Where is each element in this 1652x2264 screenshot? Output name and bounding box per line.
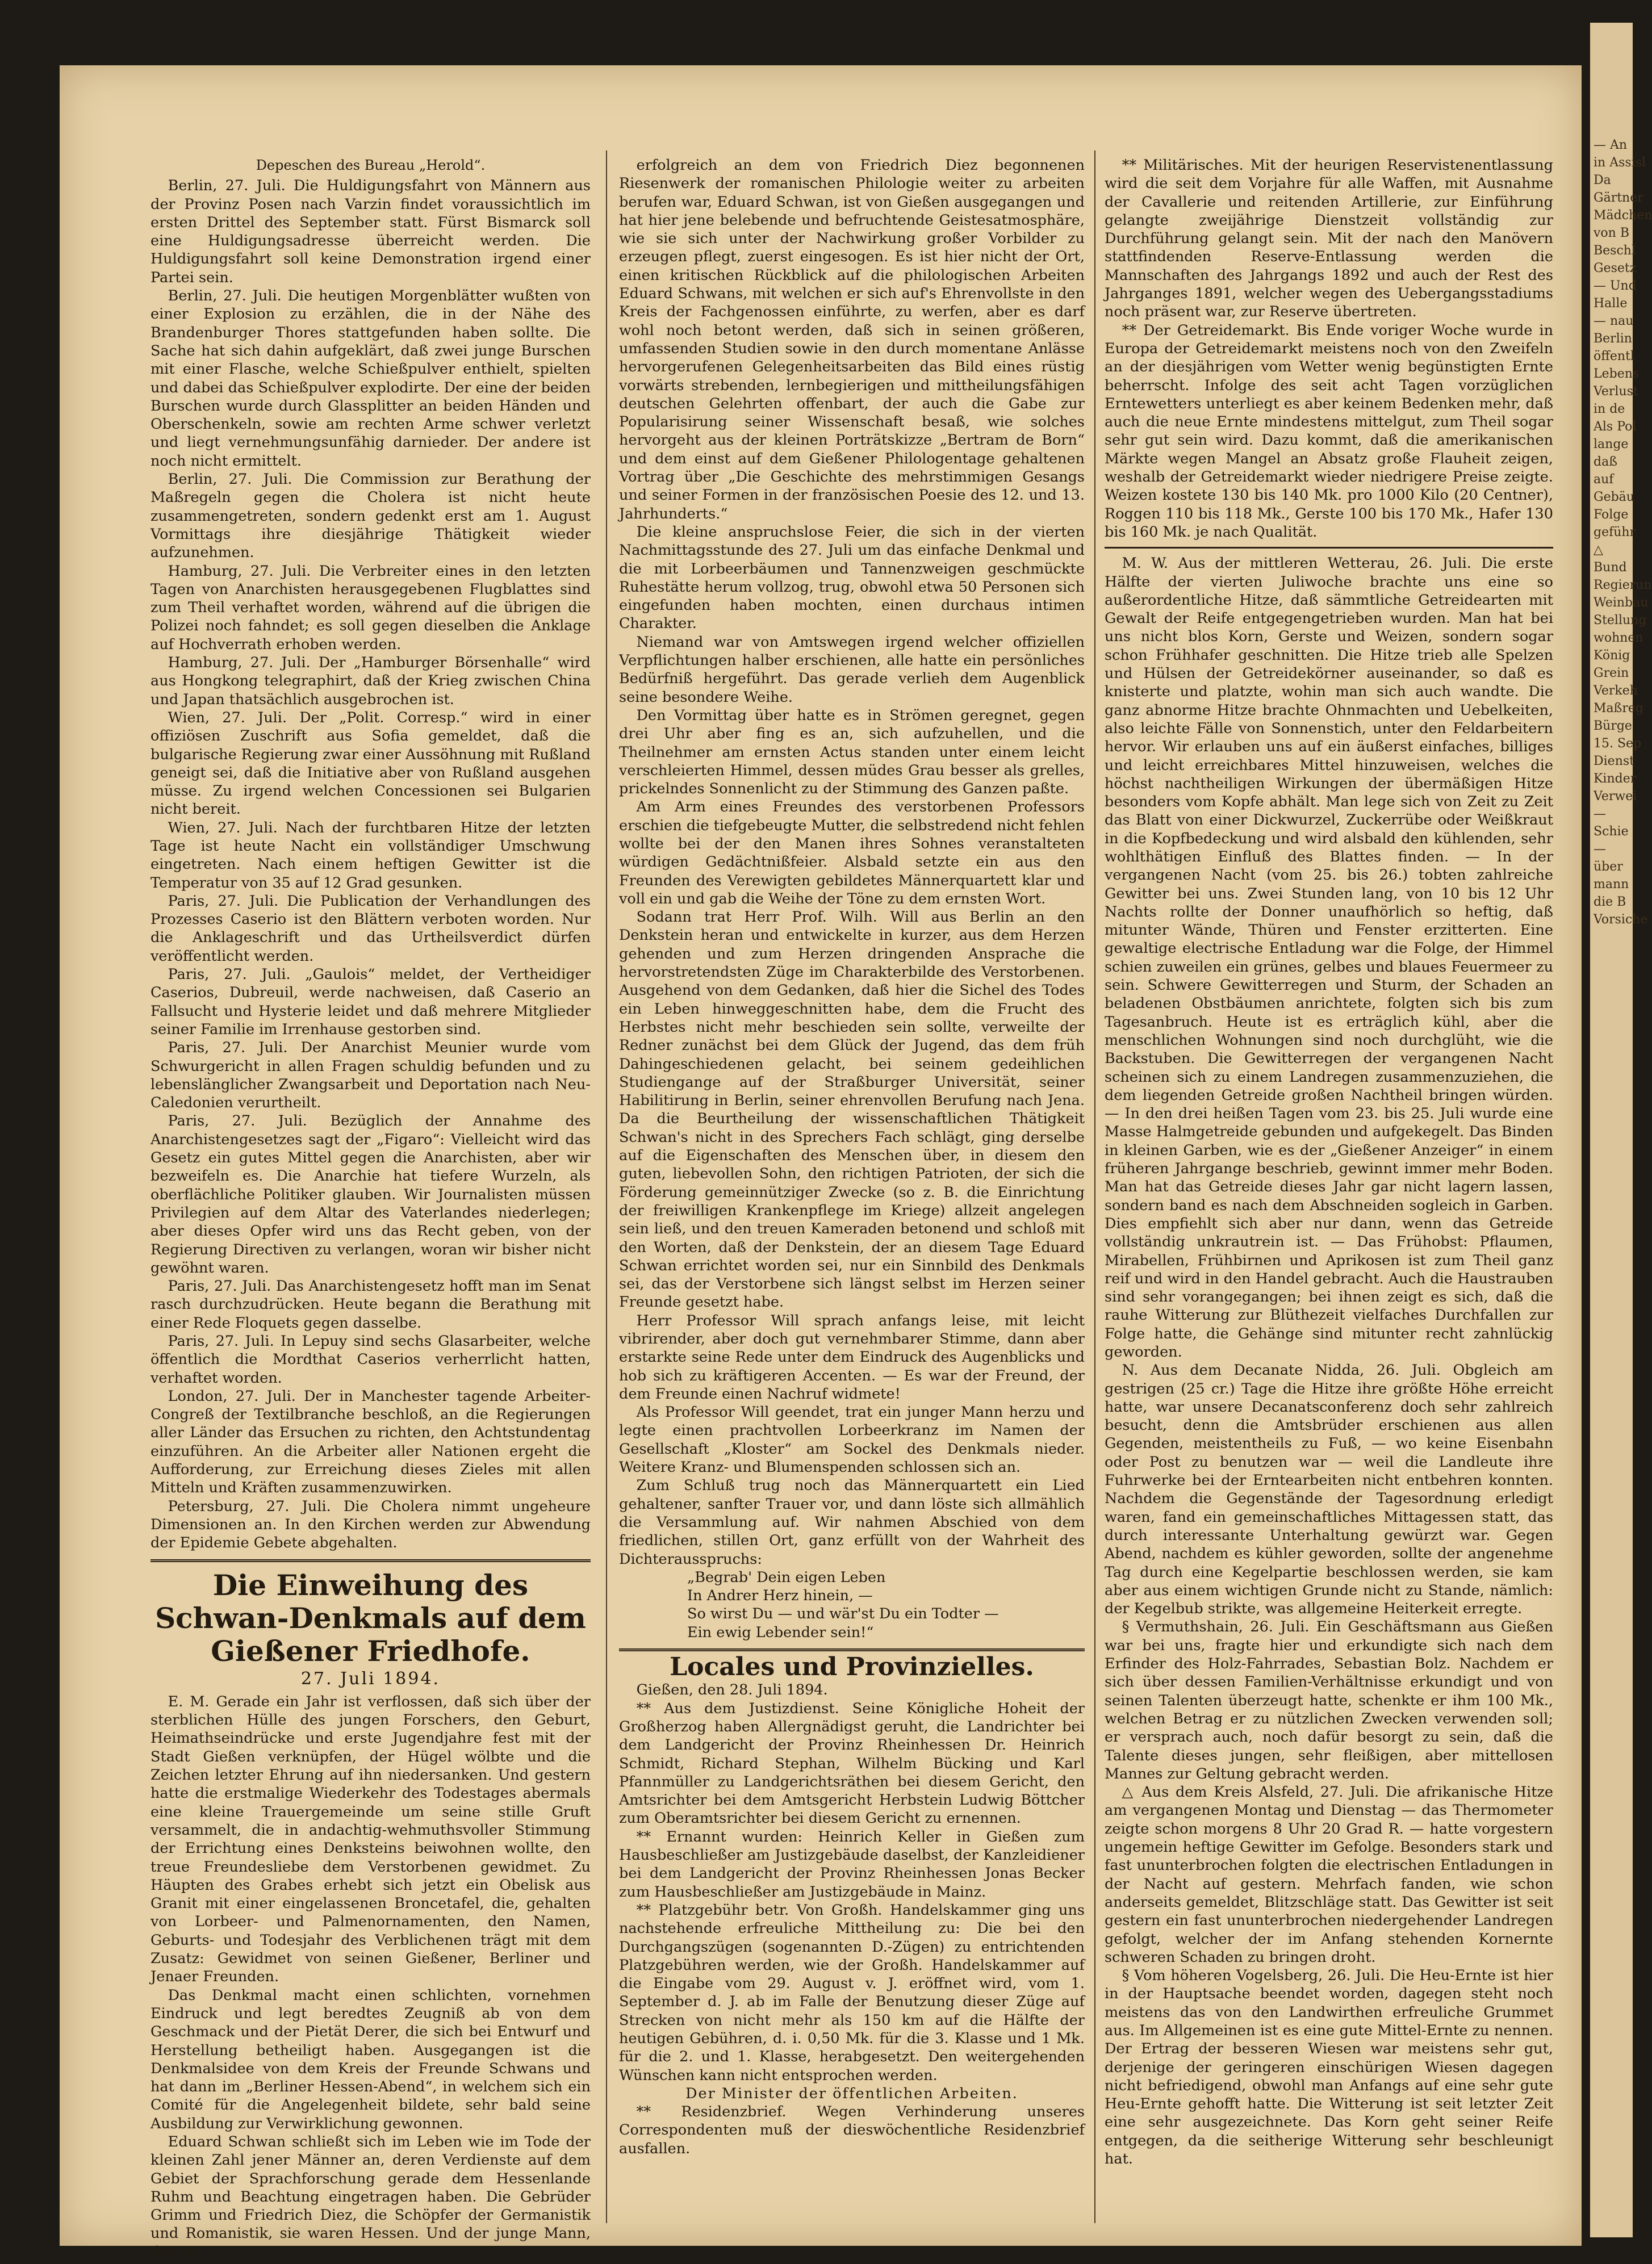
telegram: Petersburg, 27. Juli. Die Cholera nimmt ungeheure Dimensionen an. In den Kirchen werden zur Abwendung der Epidemie Gebete abgehalten. <box>150 1497 591 1552</box>
news-item: ** Residenzbrief. Wegen Verhinderung unseres Correspondenten muß der dieswöchentliche Residenzbrief ausfallen. <box>619 2103 1085 2157</box>
edge-fragment: Verlust <box>1594 384 1638 399</box>
edge-fragment: Kinder <box>1594 772 1637 786</box>
article-paragraph: Das Denkmal macht einen schlichten, vornehmen Eindruck und legt beredtes Zeugniß ab von dem Geschmack und der Pietät Derer, die sich bei Entwurf und Herstellung betheiligt haben. Ausgegangen ist die Denkmalsidee von dem Kreis der Freunde Schwans und hat dann im „Berliner Hessen-Abend“, in welchem sich ein Comité für die Angelegenheit bildete, sehr bald seine Ausbildung zur Verwirklichung gewonnen. <box>150 1986 591 2132</box>
article-date: 27. Juli 1894. <box>300 1668 441 1689</box>
edge-fragment: lange <box>1594 437 1629 451</box>
edge-fragment: Folge <box>1594 508 1629 522</box>
news-item: M. W. Aus der mittleren Wetterau, 26. Juli. Die erste Hälfte der vierten Juliwoche brachte uns eine so außerordentliche Hitze, daß sämmtliche Getreidearten mit Gewalt der Reife entgegengetrieben wurden. Man hat bei uns nicht blos Korn, Gerste und Weizen, sondern sogar schon Frühhafer geschnitten. Die Hitze trieb alle Spelzen und Hülsen der Getreidekörner auseinander, so daß es knisterte und platzte, wohin man sich auch wandte. Die ganz abnorme Hitze brachte Ohnmachten und Uebelkeiten, also leichte Fälle von Sonnenstich, unter den Feldarbeitern hervor. Wir erlauben uns auf ein äußerst einfaches, billiges und leicht erreichbares Mittel hinzuweisen, welches die höchst nachtheiligen Wirkungen der übermäßigen Hitze besonders vom Kopfe abhält. Man lege sich von Zeit zu Zeit das Blatt von einer Dickwurzel, Zuckerrübe oder Weißkraut in die Kopfbedeckung und wird alsbald den kühlenden, sehr wohlthätigen Einfluß des Blattes finden. — In der vergangenen Nacht (vom 25. bis 26.) tobten zahlreiche Gewitter bei uns. Zwei Stunden lang, von 10 bis 12 Uhr Nachts rollte der Donner unaufhörlich so heftig, daß mitunter Wände, Thüren und Fenster erzitterten. Eine gewaltige electrische Entladung war die Folge, der Himmel schien zuweilen ein grünes, gelbes und blaues Feuermeer zu sein. Schwere Gewitterregen und Sturm, der Schaden an beladenen Obstbäumen anrichtete, folgten sich bis zum Tagesanbruch. Heute ist es erträglich kühl, aber die menschlichen Wohnungen sind noch durchglüht, wie die Backstuben. Die Gewitterregen der vergangenen Nacht scheinen sich zu einem Landregen zusammenzuziehen, die dem liegenden Getreide großen Nachtheil bringen würden. — In den drei heißen Tagen vom 23. bis 25. Juli wurde eine Masse Halmgetreide gebunden und aufgekegelt. Das Binden in kleinen Garben, wie es der „Gießener Anzeiger“ in einem früheren Jahrgange beschrieb, gewinnt immer mehr Boden. Man hat das Getreide dieses Jahr gar nicht lagern lassen, sondern band es nach dem Abschneiden sogleich in Garben. Dies empfiehlt sich aber nur dann, wenn das Getreide vollständig unkrautrein ist. — Das Frühobst: Pflaumen, Mirabellen, Frühbirnen und Aprikosen ist zum Theil ganz reif und wird in den Handel gebracht. Auch die Haustrauben sind sehr vorangegangen; bei ihnen zeigt es sich, daß die rauhe Witterung zur Blüthezeit vielfaches Durchfallen zur Folge hatte, die Gehänge sind mitunter recht zahnlückig geworden. <box>1105 555 1553 1361</box>
edge-fragment: wohnen <box>1594 631 1643 645</box>
article-paragraph: Die kleine anspruchslose Feier, die sich in der vierten Nachmittagsstunde des 27. Juli um das einfache Denkmal und die mit Lorbeerbäumen und Tannenzweigen geschmückte Ruhestätte herum vollzog, trug, obwohl etwa 50 Personen sich eingefunden haben mochten, einen durchaus intimen Charakter. <box>619 523 1085 633</box>
telegram: Wien, 27. Juli. Der „Polit. Corresp.“ wird in einer offiziösen Zuschrift aus Sofia gemeldet, daß die bulgarische Regierung zwar einer Aussöhnung mit Rußland geneigt sei, daß die Initiative aber von Rußland ausgehen müsse. Zu irgend welchen Concessionen sei Bulgarien nicht bereit. <box>150 709 591 818</box>
edge-fragment: Bund <box>1594 560 1627 575</box>
edge-fragment: Lebens <box>1594 367 1640 381</box>
verse-line: So wirst Du — und wär'st Du ein Todter — <box>687 1605 999 1623</box>
edge-fragment: in Assisl <box>1594 156 1646 170</box>
column-1 <box>150 156 591 2261</box>
article-paragraph: Niemand war von Amtswegen irgend welcher offiziellen Verpflichtungen halber erschienen, alle hatte ein persönliches Bedürfniß hergeführt. Das gerade verlieh dem Augenblick seine besondere Weihe. <box>619 633 1085 706</box>
telegram: London, 27. Juli. Der in Manchester tagende Arbeiter-Congreß der Textilbranche beschloß, an die Regierungen aller Länder das Ersuchen zu richten, den Achtstundentag einzuführen. An die Arbeiter aller Nationen ergeht die Aufforderung, zur Erreichung dieses Zieles mit allen Mitteln und Kräften zusammenzuwirken. <box>150 1387 591 1497</box>
edge-fragment: Gebäu <box>1594 490 1634 504</box>
article-paragraph: erfolgreich an dem von Friedrich Diez begonnenen Riesenwerk der romanischen Philologie weiter zu arbeiten berufen war, Eduard Schwan, ist von Gießen ausgegangen und hat hier jene belebende und befruchtende Geistesatmosphäre, wie sie sich unter der Nachwirkung großer Vorbilder zu erzeugen pflegt, zuerst eingesogen. Es ist hier nicht der Ort, einen kritischen Rückblick auf die philologischen Arbeiten Eduard Schwans, mit welchen er sich auf's Ehrenvollste in den Kreis der Fachgenossen einführte, zu werfen, aber es darf wohl noch betont werden, daß sich in seinen größeren, umfassenden Studien sowie in den durch momentane Anlässe hervorgerufenen Gelegenheitsarbeiten das Bild eines rüstig vorwärts strebenden, lernbegierigen und mittheilungsfähigen deutschen Gelehrten offenbart, der auch die Gabe zur Popularisirung seiner Wissenschaft besaß, wie solches hervorgeht aus der kleinen Porträtskizze „Bertram de Born“ und dem einst auf dem Gießener Philologentage gehaltenen Vortrag über „Die Geschichte des mehrstimmigen Gesangs und seiner Formen in der französischen Poesie des 12. und 13. Jahrhunderts.“ <box>619 157 1085 522</box>
edge-fragment: △ <box>1594 543 1603 557</box>
article-paragraph: Eduard Schwan schließt sich im Leben wie im Tode der kleinen Zahl jener Männer an, deren Verdienste auf dem Gebiet der Sprachforschung gerade dem Hessenlande Ruhm und Beachtung eingetragen haben. Die Gebrüder Grimm und Friedrich Diez, die Schöpfer der Germanistik und Romanistik, sie waren Hessen. Und der junge Mann, der so <box>150 2133 591 2261</box>
edge-fragment: Als Pol <box>1594 420 1637 434</box>
depeschen-header: Depeschen des Bureau „Herold“. <box>256 157 486 173</box>
telegram: Berlin, 27. Juli. Die Huldigungsfahrt von Männern aus der Provinz Posen nach Varzin findet voraussichtlich im ersten Drittel des September statt. Fürst Bismarck soll eine Huldigungsadresse überreicht werden. Die Huldigungsfahrt soll keine Demonstration irgend einer Partei sein. <box>150 177 591 286</box>
edge-fragment: geführ <box>1594 525 1636 539</box>
edge-fragment: Mädchen <box>1594 208 1652 223</box>
column-3 <box>1105 156 1553 2223</box>
section-title: Locales und Provinzielles. <box>670 1652 1034 1682</box>
telegram: Berlin, 27. Juli. Die Commission zur Berathung der Maßregeln gegen die Cholera ist nicht heute zusammengetreten, sondern gedenkt erst am 1. August Vormittags ihre diesjährige Thätigkeit wieder aufzunehmen. <box>150 471 591 562</box>
edge-fragment: Stellung <box>1594 613 1647 627</box>
edge-fragment: Grein <box>1594 666 1629 680</box>
telegram-list <box>150 177 591 1552</box>
telegram: Paris, 27. Juli. Das Anarchistengesetz hofft man im Senat rasch durchzudrücken. Heute begann die Berathung mit einer Rede Floquets gegen dasselbe. <box>150 1278 591 1332</box>
edge-fragment: — Und <box>1594 279 1637 293</box>
edge-fragment: daß <box>1594 455 1617 469</box>
news-item: ** Ernannt wurden: Heinrich Keller in Gießen zum Hausbeschließer am Justizgebäude daselbst, der Kanzleidiener bei dem Landgericht der Provinz Rheinhessen Jonas Becker zum Hausbeschließer am Justizgebäude in Mainz. <box>619 1828 1085 1901</box>
article-paragraph: Den Vormittag über hatte es in Strömen geregnet, gegen drei Uhr aber fing es an, sich aufzuhellen, und die Theilnehmer am ernsten Actus standen unter einem leicht verschleierten Himmel, dessen müdes Grau besser als grelles, prickelndes Sonnenlicht zu der Stimmung des Ganzen paßte. <box>619 706 1085 798</box>
edge-fragment: Schie <box>1594 825 1629 839</box>
telegram: Paris, 27. Juli. Der Anarchist Meunier wurde vom Schwurgericht in allen Fragen schuldig befunden und zu lebenslänglicher Zwangsarbeit und Deportation nach Neu-Caledonien verurtheilt. <box>150 1039 591 1112</box>
edge-fragment: die B <box>1594 895 1626 909</box>
column-rule <box>606 150 607 2223</box>
edge-fragment: Bürge <box>1594 719 1632 733</box>
article-paragraph: Zum Schluß trug noch das Männerquartett ein Lied gehaltener, sanfter Trauer vor, und dann löste sich allmählich die Versammlung auf. Wir nahmen Abschied von dem friedlichen, stillen Ort, ganz erfüllt von der Wahrheit des Dichterausspruchs: <box>619 1477 1085 1568</box>
edge-fragment: Halle <box>1594 296 1628 311</box>
article-paragraph: Am Arm eines Freundes des verstorbenen Professors erschien die tiefgebeugte Mutter, die selbstredend nicht fehlen wollte bei der den Manen ihres Sohnes veranstalteten würdigen Gedächtnißfeier. Alsbald setzte ein aus den Freunden des Verewigten gebildetes Männerquartett klar und voll ein und gab die Weihe der Töne zu dem ernsten Wort. <box>619 798 1085 907</box>
article-title: Die Einweihung des Schwan-Denkmals auf dem Gießener Friedhofe. <box>155 1568 586 1668</box>
verse-line: Ein ewig Lebender sein!“ <box>687 1623 874 1641</box>
edge-fragment: von B <box>1594 226 1630 240</box>
news-item: ** Der Getreidemarkt. Bis Ende voriger Woche wurde in Europa der Getreidemarkt meistens noch von den Zweifeln an der diesjährigen vom Wetter wenig begünstigten Ernte beherrscht. Infolge des seit acht Tagen vorzüglichen Erntewetters unterliegt es aber keinem Bedenken mehr, daß auch die neue Ernte mindestens mittelgut, zum Theil sogar sehr gut sein wird. Dazu kommt, daß die amerikanischen Märkte wegen Mangel an Absatz große Flauheit zeigen, weshalb der Getreidemarkt wieder niedrigere Preise zeigte. Weizen kostete 130 bis 140 Mk. pro 1000 Kilo (20 Centner), Roggen 110 bis 118 Mk., Gerste 100 bis 170 Mk., Hafer 130 bis 160 Mk. je nach Qualität. <box>1105 321 1553 541</box>
edge-fragment: über <box>1594 860 1623 874</box>
edge-fragment: mann <box>1594 877 1629 892</box>
edge-fragment: — An <box>1594 138 1628 152</box>
telegram: Paris, 27. Juli. Die Publication der Verhandlungen des Prozesses Caserio ist den Blättern verboten worden. Nur die Anklageschrift und das Urtheilsverdict dürfen veröffentlicht werden. <box>150 892 591 965</box>
edge-fragment: Vorsiche <box>1594 913 1648 927</box>
edge-fragment: Da <box>1594 173 1611 187</box>
poem-quote <box>619 1568 1085 1642</box>
edge-fragment: — <box>1594 842 1606 856</box>
edge-fragment: Verkeh <box>1594 684 1638 698</box>
edge-fragment: Dienst <box>1594 754 1634 768</box>
edge-fragment: Weinbau <box>1594 596 1649 610</box>
signature-line: Der Minister der öffentlichen Arbeiten. <box>685 2085 1018 2102</box>
divider <box>150 1559 591 1562</box>
article-paragraph: Sodann trat Herr Prof. Wilh. Will aus Berlin an den Denkstein heran und entwickelte in kurzer, aus dem Herzen gehenden und zum Herzen dringenden Ansprache die hervorstretendsten Züge im Charakterbilde des Verstorbenen. Ausgehend von dem Gedanken, daß hier die Sichel des Todes ein Leben hinweggeschnitten habe, dem die Frucht des Herbstes nicht mehr beschieden sein sollte, verweilte der Redner zunächst bei dem Glück der Jugend, das dem früh Dahingeschiedenen gelacht, bei seinem gedeihlichen Studiengange auf der Straßburger Universität, seiner Habilitirung in Berlin, seiner ehrenvollen Berufung nach Jena. Da die Beurtheilung der wissenschaftlichen Thätigkeit Schwan's nicht in des Sprechers Fach schlägt, ging derselbe auf die Eigenschaften des Menschen über, in diesem den guten, liebevollen Sohn, den richtigen Patrioten, der sich die Förderung gemeinnütziger Zwecke (so z. B. die Einrichtung der freiwilligen Krankenpflege im Kriege) allzeit angelegen sein ließ, und den treuen Kameraden betonend und schloß mit den Worten, daß der Denkstein, der an diesem Tage Eduard Schwan errichtet worden sei, nur ein Sinnbild des Denkmals sei, das der Verstorbene sich längst selbst im Herzen seiner Freunde gesetzt habe. <box>619 909 1085 1311</box>
edge-fragment: 15. Sep <box>1594 736 1642 751</box>
edge-fragment: Berlin <box>1594 332 1632 346</box>
edge-fragment: Gesetz <box>1594 261 1637 275</box>
telegram: Wien, 27. Juli. Nach der furchtbaren Hitze der letzten Tage ist heute Nacht ein vollständiger Umschwung eingetreten. Nach einem heftigen Gewitter ist die Temperatur von 35 auf 12 Grad gesunken. <box>150 819 591 892</box>
news-item: ** Platzgebühr betr. Von Großh. Handelskammer ging uns nachstehende erfreuliche Mittheilung zu: Die bei den Durchgangszügen (sogenannten D.-Zügen) zu entrichtenden Platzgebühren werden, wie der Großh. Handelskammer auf die Eingabe vom 29. August v. J. eröffnet wird, vom 1. September d. J. ab im Falle der Benutzung dieser Züge auf Strecken von nicht mehr als 150 km auf die Hälfte der heutigen Gebühren, d. i. 0,50 Mk. für die 3. Klasse und 1 Mk. für die 2. und 1. Klasse, herabgesetzt. Den weitergehenden Wünschen kann nicht entsprochen werden. <box>619 1901 1085 2084</box>
edge-fragment: Gärtner <box>1594 191 1643 205</box>
edge-fragment: König <box>1594 648 1630 663</box>
adjacent-page-edge <box>1590 23 1652 2237</box>
edge-fragment: Maßreg <box>1594 701 1643 715</box>
news-item: △ Aus dem Kreis Alsfeld, 27. Juli. Die afrikanische Hitze am vergangenen Montag und Dienstag — das Thermometer zeigte schon morgens 8 Uhr 20 Grad R. — hatte vorgestern ungemein heftige Gewitter im Gefolge. Besonders stark und fast ununterbrochen folgten die electrischen Entladungen in der Nacht auf gestern. Mehrfach fanden, wie schon anderseits gemeldet, Blitzschläge statt. Das Gewitter ist seit gestern ein fast ununterbrochen niedergehender Landregen gefolgt, welcher der im Anfang stehenden Kornernte schweren Schaden zu bringen droht. <box>1105 1784 1553 1966</box>
telegram: Hamburg, 27. Juli. Die Verbreiter eines in den letzten Tagen von Anarchisten herausgegebenen Flugblattes sind zum Theil verhaftet worden, während auf die übrigen die Polizei noch fahndet; es soll gegen dieselben die Anklage auf Hochverrath erhoben werden. <box>150 562 591 653</box>
edge-fragment: Beschl <box>1594 244 1636 258</box>
edge-fragment: — nau <box>1594 314 1634 328</box>
telegram: Paris, 27. Juli. Bezüglich der Annahme des Anarchistengesetzes sagt der „Figaro“: Vielleicht wird das Gesetz ein gutes Mittel gegen die Anarchisten, aber wir bezweifeln es. Die Anarchie hat tiefere Wurzeln, als oberflächliche Politiker glauben. Wir Journalisten müssen Privilegien auf dem Altar des Vaterlandes niederlegen; aber dieses Opfer wird uns das Recht geben, von der Regierung Directiven zu verlangen, woran wir bisher nicht gewöhnt waren. <box>150 1112 591 1277</box>
column-rule <box>1094 150 1095 2223</box>
news-item: N. Aus dem Decanate Nidda, 26. Juli. Obgleich am gestrigen (25 cr.) Tage die Hitze ihre größte Höhe erreicht hatte, war unsere Decanatsconferenz doch sehr zahlreich besucht, denn die Amtsbrüder erschienen aus allen Gegenden, meistentheils zu Fuß, — wo keine Eisenbahn oder Post zu benutzen war — weil die Landleute ihre Fuhrwerke bei der Erntearbeiten nicht entbehren konnten. Nachdem die Gegenstände der Tagesordnung erledigt waren, fand ein gemeinschaftliches Mittagessen statt, das durch interessante Unterhaltung gewürzt war. Gegen Abend, nachdem es kühler geworden, sollte der angenehme Tag durch eine Kegelpartie beschlossen werden, sie kam aber aus einem wichtigen Grunde nicht zu Stande, nämlich: der Kegelbub strikte, was allgemeine Heiterkeit erregte. <box>1105 1362 1553 1618</box>
article-paragraph: E. M. Gerade ein Jahr ist verflossen, daß sich über der sterblichen Hülle des jungen Forschers, den Geburt, Heimathseindrücke und erste Jugendjahre fest mit der Stadt Gießen verknüpfen, der Hügel wölbte und die Zeichen letzter Ehrung auf ihn niedersanken. Und gestern hatte die erstmalige Wiederkehr des Todestages abermals eine kleine Trauergemeinde um seine stille Gruft versammelt, die in andachtig-wehmuthsvoller Stimmung der Errichtung eines Denksteins beiwohnen wollte, den treue Freundesliebe dem Verstorbenen gewidmet. Zu Häupten des Grabes erhebt sich jetzt ein Obelisk aus Granit mit einer eingelassenen Broncetafel, die, gehalten von Lorbeer- und Palmenornamenten, den Namen, Geburts- und Todesjahr des Verblichenen trägt mit dem Zusatz: Gewidmet von seinen Gießener, Berliner und Jenaer Freunden. <box>150 1693 591 1986</box>
telegram: Berlin, 27. Juli. Die heutigen Morgenblätter wußten von einer Explosion zu erzählen, die in der Nähe des Brandenburger Thores stattgefunden haben sollte. Die Sache hat sich dahin aufgeklärt, daß zwei junge Burschen mit einer Flasche, welche Schießpulver enthielt, spielten und dabei das Schießpulver explodirte. Der eine der beiden Burschen wurde durch Glassplitter an beiden Händen und Oberschenkeln, sowie am rechten Arme schwer verletzt und liegt vernehmungsunfähig darnieder. Der andere ist noch nicht ermittelt. <box>150 287 591 470</box>
verse-line: In Andrer Herz hinein, — <box>687 1587 873 1605</box>
telegram: Paris, 27. Juli. „Gaulois“ meldet, der Vertheidiger Caserios, Dubreuil, werde nachweisen, daß Caserio an Fallsucht und Hysterie leidet und daß mehrere Mitglieder seiner Familie im Irrenhause gestorben sind. <box>150 966 591 1038</box>
news-item: ** Aus dem Justizdienst. Seine Königliche Hoheit der Großherzog haben Allergnädigst geruht, die Landrichter bei dem Landgericht der Provinz Rheinhessen Dr. Heinrich Schmidt, Richard Stephan, Wilhelm Bücking und Karl Pfannmüller zu Landgerichtsräthen bei diesem Gericht, den Amtsrichter bei dem Amtsgericht Herbstein Ludwig Böttcher zum Oberamtsrichter bei diesem Gericht zu ernennen. <box>619 1700 1085 1827</box>
verse-line: „Begrab' Dein eigen Leben <box>687 1568 886 1586</box>
article-paragraph: Herr Professor Will sprach anfangs leise, mit leicht vibrirender, aber doch gut vernehmbarer Stimme, dann aber erstarkte seine Rede unter dem Eindruck des Augenblicks und hob sich zu kräftigeren Accenten. — Es war der Freund, der dem Freunde einen Nachruf widmete! <box>619 1312 1085 1403</box>
newspaper-page <box>60 65 1582 2261</box>
edge-fragment: auf <box>1594 472 1614 487</box>
edge-fragment: Regierun <box>1594 578 1652 592</box>
column-2 <box>619 156 1085 2223</box>
divider <box>1105 547 1553 549</box>
news-item: § Vermuthshain, 26. Juli. Ein Geschäftsmann aus Gießen war bei uns, fragte hier und erkundigte sich nach dem Erfinder des Holz-Fahrrades, Sebastian Bolz. Nachdem er sich über dessen Familien-Verhältnisse erkundigt und von seinen Talenten überzeugt hatte, schenkte er ihm 100 Mk., welchen Betrag er zu nützlichen Zwecken verwenden soll; er versprach auch, noch dafür besorgt zu sein, daß die Talente dieses jungen, sehr fleißigen, aber mittellosen Mannes zur Geltung gebracht werden. <box>1105 1618 1553 1782</box>
news-item: § Vom höheren Vogelsberg, 26. Juli. Die Heu-Ernte ist hier in der Hauptsache beendet worden, dagegen steht noch meistens das von den Landwirthen erfreuliche Grummet aus. Im Allgemeinen ist es eine gute Mittel-Ernte zu nennen. Der Ertrag der besseren Wiesen war meistens sehr gut, derjenige der geringeren einschürigen Wiesen dagegen nicht befriedigend, obwohl man Anfangs auf eine sehr gute Heu-Ernte gehofft hatte. Die Witterung ist seit letzter Zeit eine sehr ausgezeichnete. Das Korn geht seiner Reife entgegen, da die seitherige Witterung sehr beschleunigt hat. <box>1105 1967 1553 2168</box>
article-paragraph: Als Professor Will geendet, trat ein junger Mann herzu und legte einen prachtvollen Lorbeerkranz im Namen der Gesellschaft „Kloster“ am Sockel des Denkmals nieder. Weitere Kranz- und Blumenspenden schlossen sich an. <box>619 1404 1085 1476</box>
dateline: Gießen, den 28. Juli 1894. <box>636 1681 828 1699</box>
edge-fragment: in de <box>1594 402 1625 416</box>
divider <box>619 1648 1085 1651</box>
telegram: Paris, 27. Juli. In Lepuy sind sechs Glasarbeiter, welche öffentlich die Mordthat Caserios verherrlicht hatten, verhaftet worden. <box>150 1333 591 1387</box>
edge-fragment: — <box>1594 807 1606 821</box>
edge-fragment: öffentl <box>1594 349 1634 363</box>
telegram: Hamburg, 27. Juli. Der „Hamburger Börsenhalle“ wird aus Hongkong telegraphirt, daß der Krieg zwischen China und Japan thatsächlich ausgebrochen ist. <box>150 654 591 708</box>
adjacent-page-text <box>1590 23 1652 928</box>
edge-fragment: Verwei <box>1594 789 1637 804</box>
news-item: ** Militärisches. Mit der heurigen Reservistenentlassung wird die seit dem Vorjahre für alle Waffen, mit Ausnahme der Cavallerie und reitenden Artillerie, zur Einführung gelangte zweijährige Dienstzeit vollständig zur Durchführung gelangt sein. Mit der nach den Manövern stattfindenden Reserve-Entlassung werden die Mannschaften des Jahrgangs 1892 und auch der Rest des Jahrganges 1891, welcher wegen des Uebergangsstadiums noch präsent war, zur Reserve übertreten. <box>1105 157 1553 321</box>
